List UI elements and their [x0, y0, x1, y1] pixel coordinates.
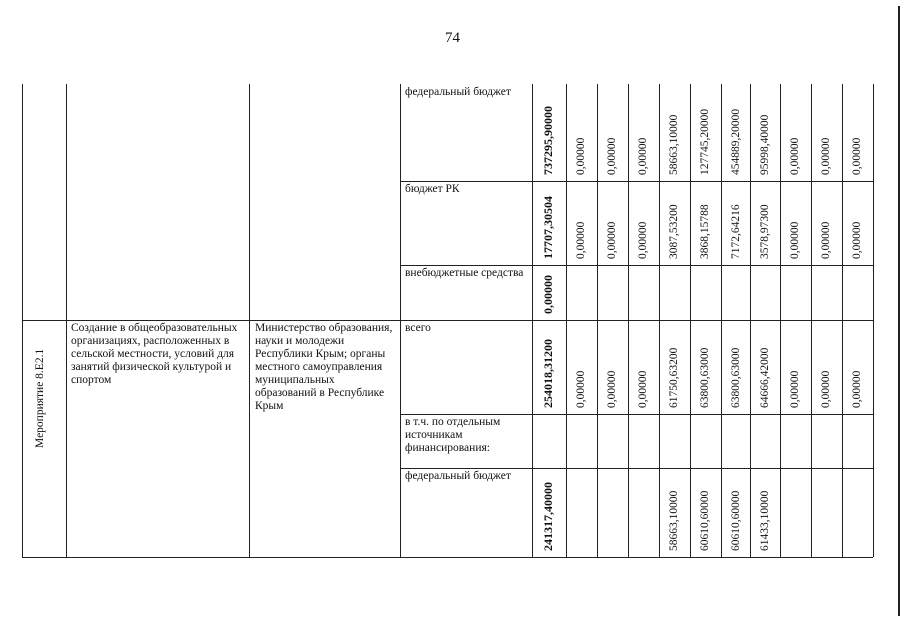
year-value-cell: 0,00000 [606, 221, 618, 259]
measure-name: Создание в общеобразовательных организациях, расположенных в сельской местности, условий для занятий физической культурой и спортом [71, 322, 238, 386]
funding-source-label: федеральный бюджет [405, 86, 511, 98]
year-value-cell: 63800,63000 [730, 347, 742, 408]
year-value-cell: 7172,64216 [730, 204, 742, 259]
row-total-value: 241317,40000 [541, 482, 555, 551]
year-value-cell: 0,00000 [606, 370, 618, 408]
year-value-cell: 0,00000 [789, 221, 801, 259]
year-value-cell: 3578,97300 [759, 204, 771, 259]
funding-source-label: в т.ч. по отдельным источникам финансирования: [405, 416, 501, 454]
table-hline [400, 414, 873, 415]
year-value-cell: 61750,63200 [668, 347, 680, 408]
table-hline [400, 468, 873, 469]
page-edge-line [898, 6, 900, 616]
table-hline [400, 557, 873, 558]
year-value-cell: 127745,20000 [699, 108, 711, 175]
funding-source-label: федеральный бюджет [405, 470, 511, 482]
year-value-cell: 95998,40000 [759, 114, 771, 175]
table-vline [873, 84, 874, 557]
year-value-cell: 3868,15788 [699, 204, 711, 259]
table-hline [400, 181, 873, 182]
table-hline [400, 265, 873, 266]
year-value-cell: 0,00000 [789, 137, 801, 175]
year-value-cell: 0,00000 [637, 370, 649, 408]
table-hline [22, 320, 400, 321]
row-total-value: 254018,31200 [541, 339, 555, 408]
funding-source-label: всего [405, 322, 431, 334]
year-value-cell: 0,00000 [789, 370, 801, 408]
table-hline [22, 557, 400, 558]
year-value-cell: 0,00000 [820, 137, 832, 175]
measure-responsible: Министерство образования, науки и молодежи Республики Крым; органы местного самоуправления муниципальных образований в Республике Крым [255, 322, 393, 412]
year-value-cell: 63800,63000 [699, 347, 711, 408]
year-value-cell: 0,00000 [851, 221, 863, 259]
funding-source-label: внебюджетные средства [405, 267, 524, 279]
table-hline [400, 320, 873, 321]
year-value-cell: 60610,60000 [699, 490, 711, 551]
year-value-cell: 0,00000 [637, 221, 649, 259]
year-value-cell: 0,00000 [851, 370, 863, 408]
year-value-cell: 0,00000 [606, 137, 618, 175]
year-value-cell: 0,00000 [575, 221, 587, 259]
year-value-cell: 0,00000 [575, 370, 587, 408]
year-value-cell: 0,00000 [575, 137, 587, 175]
year-value-cell: 58663,10000 [668, 490, 680, 551]
measure-code: Мероприятие 8.Е2.1 [34, 348, 46, 448]
year-value-cell: 3087,53200 [668, 204, 680, 259]
year-value-cell: 454889,20000 [730, 108, 742, 175]
row-total-value: 17707,30504 [541, 196, 555, 259]
year-value-cell: 0,00000 [820, 221, 832, 259]
year-value-cell: 0,00000 [637, 137, 649, 175]
page-number: 74 [445, 30, 460, 46]
funding-source-label: бюджет РК [405, 183, 460, 195]
row-total-value: 737295,90000 [541, 106, 555, 175]
year-value-cell: 58663,10000 [668, 114, 680, 175]
row-total-value: 0,00000 [541, 275, 555, 314]
year-value-cell: 64666,42000 [759, 347, 771, 408]
year-value-cell: 61433,10000 [759, 490, 771, 551]
year-value-cell: 60610,60000 [730, 490, 742, 551]
year-value-cell: 0,00000 [820, 370, 832, 408]
year-value-cell: 0,00000 [851, 137, 863, 175]
